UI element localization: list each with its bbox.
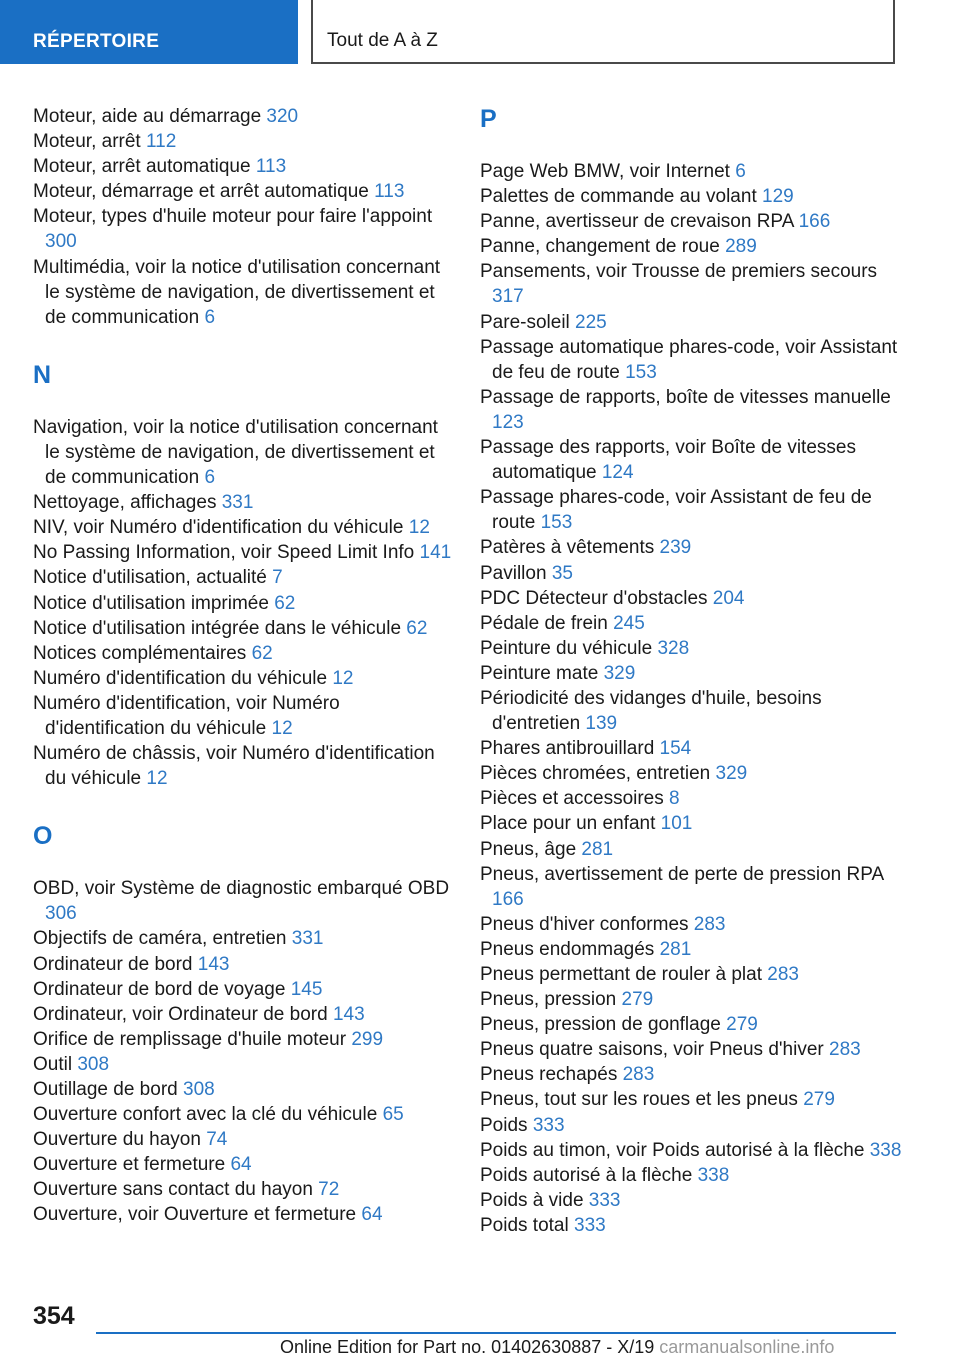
chapter-title: Tout de A à Z (327, 30, 438, 51)
index-entry (33, 540, 453, 565)
page-ref-link[interactable]: 166 (492, 888, 524, 910)
page-ref-link[interactable]: 62 (406, 617, 428, 639)
index-entry (33, 641, 453, 666)
entry-text: Patères à vêtements (480, 537, 655, 559)
page-ref-link[interactable]: 281 (659, 938, 692, 960)
page-ref-link[interactable]: 72 (318, 1179, 340, 1201)
entry-text: Numéro d'identification du véhicule (33, 667, 328, 689)
page-ref-link[interactable]: 320 (266, 106, 299, 127)
page-ref-link[interactable]: 35 (551, 562, 573, 584)
index-entry (480, 1062, 910, 1087)
entry-text: Pneus rechapés (480, 1064, 618, 1086)
entry-text: Pare-soleil (480, 311, 570, 333)
index-entry (480, 159, 910, 184)
index-entry (33, 1177, 453, 1202)
page-ref-link[interactable]: 329 (603, 662, 636, 684)
page-ref-link[interactable]: 281 (581, 838, 614, 860)
page-ref-link[interactable]: 333 (588, 1189, 621, 1211)
index-entry (33, 565, 453, 590)
entry-text: Peinture mate (480, 662, 599, 684)
index-entry (480, 761, 910, 786)
entry-text: Poids autorisé à la flèche (480, 1164, 693, 1186)
index-entry (33, 104, 453, 129)
index-entry (480, 1163, 910, 1188)
page-ref-link[interactable]: 299 (351, 1028, 384, 1050)
entry-text: Passage phares-code, voir Assistant de feu de route (480, 487, 872, 534)
page-ref-link[interactable]: 289 (725, 236, 757, 258)
index-entry (33, 1127, 453, 1152)
index-entry (33, 179, 453, 204)
entry-text: No Passing Information, voir Speed Limit Info (33, 542, 415, 564)
entry-text: Ouverture confort avec la clé du véhicule (33, 1104, 378, 1126)
page-ref-link[interactable]: 245 (613, 612, 645, 634)
page-ref-link[interactable]: 7 (272, 567, 283, 589)
page-ref-link[interactable]: 331 (221, 492, 254, 514)
entry-text: Notice d'utilisation intégrée dans le véhicule (33, 617, 402, 639)
index-entry (33, 1052, 453, 1077)
entry-text: Pneus, avertissement de perte de pression RPA (480, 863, 884, 885)
entry-text: Notice d'utilisation imprimée (33, 592, 269, 614)
entry-text: Ouverture sans contact du hayon (33, 1179, 313, 1201)
index-column-right (480, 104, 910, 1238)
entry-text: Poids à vide (480, 1189, 584, 1211)
entry-text: Passage automatique phares-code, voir Assistant de feu de route (480, 336, 898, 383)
entry-text: Ouverture, voir Ouverture et fermeture (33, 1204, 357, 1226)
entry-text: Pièces chromées, entretien (480, 763, 711, 785)
index-entry (33, 515, 453, 540)
entry-text: Notice d'utilisation, actualité (33, 567, 267, 589)
index-entry (480, 837, 910, 862)
entry-text: Pneus, âge (480, 838, 577, 860)
page-ref-link[interactable]: 143 (332, 1003, 365, 1025)
entry-text: Objectifs de caméra, entretien (33, 928, 287, 950)
page-ref-link[interactable]: 113 (374, 181, 405, 203)
entry-text: Ordinateur de bord (33, 953, 193, 975)
index-entry (33, 616, 453, 641)
entry-text: Ordinateur de bord de voyage (33, 978, 286, 1000)
entry-text: Orifice de remplissage d'huile moteur (33, 1028, 347, 1050)
index-entry (480, 184, 910, 209)
index-entry (480, 862, 910, 912)
page-ref-link[interactable]: 279 (726, 1014, 758, 1036)
index-entry (480, 1087, 910, 1112)
index-entry (480, 736, 910, 761)
page-ref-link[interactable]: 12 (332, 667, 354, 689)
entry-text: Pneus quatre saisons, voir Pneus d'hiver (480, 1039, 824, 1061)
index-entry (33, 154, 453, 179)
index-entry (480, 1188, 910, 1213)
index-entry (33, 666, 453, 691)
entry-text: Page Web BMW, voir Internet (480, 161, 730, 182)
page-ref-link[interactable]: 283 (622, 1064, 655, 1086)
watermark: carmanualsonline.info (659, 1337, 835, 1357)
entry-text: Pédale de frein (480, 612, 608, 634)
page-ref-link[interactable]: 8 (669, 788, 680, 810)
page-ref-link[interactable]: 225 (575, 311, 607, 333)
index-entry (33, 129, 453, 154)
page-ref-link[interactable]: 333 (574, 1214, 606, 1236)
entry-text: Périodicité des vidanges d'huile, besoins d'entretien (480, 687, 822, 735)
page-ref-link[interactable]: 306 (45, 903, 77, 925)
index-entry (480, 962, 910, 987)
entry-text: Poids au timon, voir Poids autorisé à la flèche (480, 1139, 865, 1161)
entry-text: Pneus permettant de rouler à plat (480, 964, 763, 985)
footer-text (280, 1337, 834, 1358)
entry-text: Poids (480, 1114, 528, 1136)
index-entry (480, 1012, 910, 1037)
entry-text: Moteur, arrêt automatique (33, 156, 251, 178)
page-ref-link[interactable]: 317 (492, 286, 524, 308)
section-title: RÉPERTOIRE (33, 31, 160, 52)
index-entry (480, 611, 910, 636)
page-ref-link[interactable]: 62 (251, 642, 273, 664)
footer-rule (96, 1332, 896, 1334)
index-entry (480, 234, 910, 259)
index-entry (480, 686, 910, 736)
page-ref-link[interactable]: 153 (540, 512, 573, 534)
entry-text: Ouverture et fermeture (33, 1154, 226, 1176)
index-entry (480, 561, 910, 586)
entry-text: Ouverture du hayon (33, 1129, 201, 1151)
page-ref-link[interactable]: 12 (271, 717, 293, 739)
entry-text: Pansements, voir Trousse de premiers secours (480, 261, 878, 283)
section-tab (0, 0, 298, 64)
index-entry (480, 1138, 910, 1163)
entry-text: Poids total (480, 1214, 569, 1236)
index-entry (33, 1152, 453, 1177)
page-ref-link[interactable]: 308 (183, 1079, 215, 1100)
index-entry (480, 786, 910, 811)
index-letter: N (33, 360, 52, 389)
page-ref-link[interactable]: 154 (659, 738, 692, 760)
entry-text: Pneus endommagés (480, 938, 655, 960)
page-ref-link[interactable]: 65 (382, 1104, 404, 1126)
page-ref-link[interactable]: 283 (829, 1039, 861, 1061)
page-ref-link[interactable]: 145 (290, 978, 323, 1000)
index-entry (480, 586, 910, 611)
page-ref-link[interactable]: 239 (659, 537, 692, 559)
index-entry (480, 535, 910, 560)
page-ref-link[interactable]: 12 (146, 768, 168, 790)
page-ref-link[interactable]: 129 (762, 186, 794, 208)
entry-text: Pavillon (480, 562, 547, 584)
page-ref-link[interactable]: 308 (77, 1053, 110, 1075)
page-ref-link[interactable]: 279 (621, 989, 654, 1011)
page-ref-link[interactable]: 143 (197, 953, 230, 975)
page-ref-link[interactable]: 101 (660, 813, 693, 835)
page-ref-link[interactable]: 113 (255, 156, 287, 178)
page-ref-link[interactable]: 329 (715, 763, 748, 785)
index-column-left (33, 104, 453, 1228)
page-ref-link[interactable]: 204 (712, 587, 745, 609)
entry-text: Pneus d'hiver conformes (480, 913, 689, 935)
index-entry (480, 1037, 910, 1062)
index-entry (33, 691, 453, 741)
entry-text: Panne, changement de roue (480, 236, 720, 258)
entry-text: Pièces et accessoires (480, 788, 664, 810)
entry-text: Peinture du véhicule (480, 637, 653, 659)
entry-text: Palettes de commande au volant (480, 186, 757, 208)
index-entry (480, 1213, 910, 1238)
page-ref-link[interactable]: 153 (625, 361, 657, 383)
entry-text: Moteur, types d'huile moteur pour faire l'appoint (33, 206, 433, 228)
index-entry (33, 591, 453, 616)
edition-info: Online Edition for Part no. 01402630887 - X/19 (280, 1337, 655, 1357)
page-ref-link[interactable]: 64 (361, 1204, 383, 1226)
entry-text: Pneus, pression de gonflage (480, 1014, 721, 1036)
index-entry (480, 1113, 910, 1138)
index-entry (33, 977, 453, 1002)
index-entry (33, 204, 453, 254)
entry-text: Moteur, aide au démarrage (33, 106, 262, 127)
index-entry (480, 259, 910, 309)
page-ref-link[interactable]: 300 (45, 231, 77, 253)
page-ref-link[interactable]: 6 (735, 161, 746, 182)
index-entry (33, 1002, 453, 1027)
index-entry (33, 952, 453, 977)
page-ref-link[interactable]: 124 (601, 462, 634, 484)
index-entry (480, 811, 910, 836)
index-entry (33, 1027, 453, 1052)
page-ref-link[interactable]: 166 (798, 211, 831, 233)
page-ref-link[interactable]: 141 (419, 542, 452, 564)
index-entry (33, 1202, 453, 1227)
index-entry (33, 415, 453, 490)
page-ref-link[interactable]: 74 (206, 1129, 228, 1151)
index-entry (480, 435, 910, 485)
page-ref-link[interactable]: 112 (146, 131, 177, 153)
entry-text: Moteur, arrêt (33, 131, 141, 153)
page-ref-link[interactable]: 328 (657, 637, 690, 659)
page-ref-link[interactable]: 338 (697, 1164, 730, 1186)
index-entry (480, 310, 910, 335)
entry-text: Ordinateur, voir Ordinateur de bord (33, 1003, 328, 1025)
entry-text: Phares antibrouillard (480, 738, 655, 760)
index-entry (480, 335, 910, 385)
page-ref-link[interactable]: 283 (767, 964, 799, 985)
entry-text: Passage de rapports, boîte de vitesses manuelle (480, 386, 891, 408)
index-entry (480, 912, 910, 937)
page-ref-link[interactable]: 12 (408, 517, 430, 539)
entry-text: Nettoyage, affichages (33, 492, 217, 514)
page-ref-link[interactable]: 6 (204, 467, 216, 489)
entry-text: Panne, avertisseur de crevaison RPA (480, 211, 794, 233)
index-entry (480, 385, 910, 435)
index-entry (33, 741, 453, 791)
entry-text: Passage des rapports, voir Boîte de vitesses automatique (480, 437, 856, 484)
entry-text: Numéro d'identification, voir Numéro d'identification du véhicule (33, 692, 340, 739)
index-entry (480, 937, 910, 962)
page-ref-link[interactable]: 279 (803, 1089, 835, 1111)
page-ref-link[interactable]: 6 (204, 306, 216, 328)
index-entry (33, 926, 453, 951)
index-entry (33, 1077, 453, 1102)
page-ref-link[interactable]: 123 (492, 411, 524, 433)
index-entry (33, 876, 453, 926)
page-ref-link[interactable]: 62 (274, 592, 296, 614)
entry-text: Pneus, tout sur les roues et les pneus (480, 1089, 798, 1111)
entry-text: Outil (33, 1053, 73, 1075)
entry-text: OBD, voir Système de diagnostic embarqué OBD (33, 878, 450, 900)
entry-text: Moteur, démarrage et arrêt automatique (33, 181, 369, 203)
index-entry (480, 636, 910, 661)
index-entry (480, 209, 910, 234)
index-entry (33, 490, 453, 515)
index-entry (480, 987, 910, 1012)
entry-text: PDC Détecteur d'obstacles (480, 587, 708, 609)
entry-text: Outillage de bord (33, 1079, 178, 1100)
entry-text: Pneus, pression (480, 989, 617, 1011)
chapter-header (311, 0, 895, 64)
page-ref-link[interactable]: 338 (869, 1139, 902, 1161)
page-ref-link[interactable]: 331 (291, 928, 324, 950)
index-entry (33, 255, 453, 330)
entry-text: Multimédia, voir la notice d'utilisation concernant le système de navigation, de divertissement et de communication (33, 256, 441, 328)
page-ref-link[interactable]: 64 (230, 1154, 252, 1176)
index-letter: O (33, 822, 53, 851)
page-number: 354 (33, 1302, 75, 1330)
page-ref-link[interactable]: 283 (693, 913, 726, 935)
index-entry (33, 1102, 453, 1127)
entry-text: Navigation, voir la notice d'utilisation concernant le système de navigation, de divertissement et de communication (33, 416, 438, 489)
entry-text: NIV, voir Numéro d'identification du véhicule (33, 517, 404, 539)
index-entry (480, 661, 910, 686)
entry-text: Place pour un enfant (480, 813, 656, 835)
index-entry (480, 485, 910, 535)
entry-text: Numéro de châssis, voir Numéro d'identification du véhicule (33, 743, 435, 790)
index-letter: P (480, 105, 497, 133)
page-ref-link[interactable]: 333 (532, 1114, 565, 1136)
entry-text: Notices complémentaires (33, 642, 247, 664)
page-ref-link[interactable]: 139 (585, 713, 618, 735)
